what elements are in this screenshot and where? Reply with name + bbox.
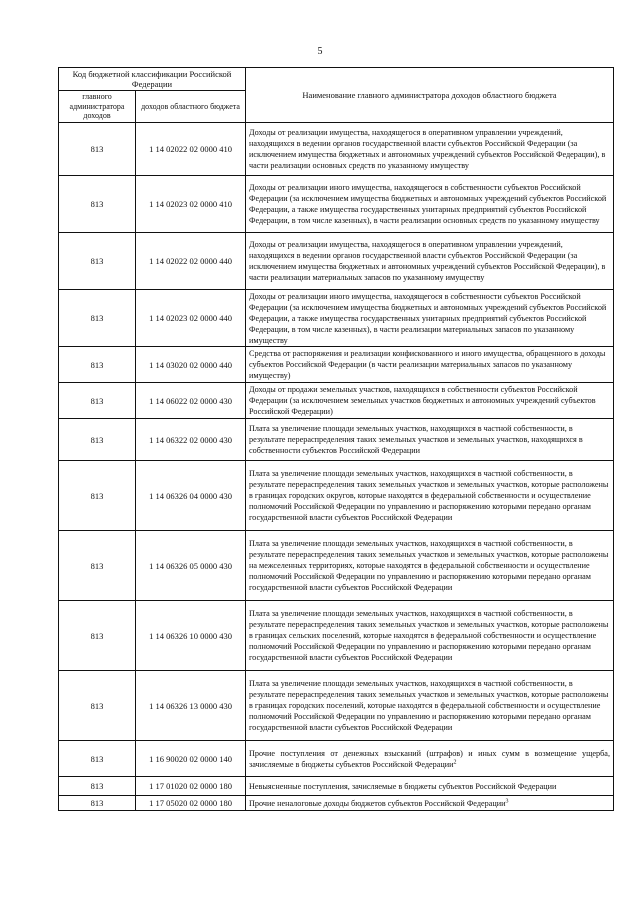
income-name-cell	[246, 671, 614, 741]
admin-code-cell: 813	[59, 123, 136, 176]
income-name-cell	[246, 233, 614, 290]
income-column-header: доходов областного бюджета	[136, 91, 246, 123]
income-code-cell: 1 17 05020 02 0000 180	[136, 796, 246, 811]
income-name-cell	[246, 796, 614, 811]
income-name-cell	[246, 531, 614, 601]
income-name-text: Плата за увеличение площади земельных участков, находящихся в частной собственности, в результате перераспределения таких земельных участков и земельных участков, которые расположены на межселенных территориях, которые находятся в федеральной собственности и осуществление полномочий Российской Федерации по управлению и распоряжению которыми передано органам государственной власти субъектов Российской Федерации	[249, 539, 609, 592]
table-row	[59, 290, 614, 347]
income-code-cell: 1 14 06326 05 0000 430	[136, 531, 246, 601]
income-code-cell: 1 14 02022 02 0000 440	[136, 233, 246, 290]
income-name-text: Доходы от реализации имущества, находящегося в оперативном управлении учреждений, находящихся в ведении органов государственной власти субъектов Российской Федерации (за исключением имущества бюджетных и автономных учреждений субъектов Российской Федерации), в части реализации материальных запасов по указанному имуществу	[249, 240, 606, 282]
income-code-cell: 1 14 06322 02 0000 430	[136, 419, 246, 461]
admin-code-cell: 813	[59, 233, 136, 290]
admin-code-cell: 813	[59, 531, 136, 601]
income-code-cell: 1 14 02023 02 0000 410	[136, 176, 246, 233]
income-name-cell	[246, 777, 614, 796]
code-group-header: Код бюджетной классификации Российской Федерации	[59, 68, 246, 91]
income-name-cell	[246, 176, 614, 233]
admin-code-cell: 813	[59, 419, 136, 461]
table-row	[59, 741, 614, 777]
income-code-cell: 1 14 06326 04 0000 430	[136, 461, 246, 531]
table-row	[59, 176, 614, 233]
table-row	[59, 531, 614, 601]
admin-code-cell: 813	[59, 290, 136, 347]
income-code-cell: 1 17 01020 02 0000 180	[136, 777, 246, 796]
income-name-cell	[246, 383, 614, 419]
income-name-cell	[246, 347, 614, 383]
income-code-cell: 1 14 02023 02 0000 440	[136, 290, 246, 347]
table-row	[59, 461, 614, 531]
table-row	[59, 601, 614, 671]
footnote-marker: 3	[505, 797, 509, 804]
income-name-text: Плата за увеличение площади земельных участков, находящихся в частной собственности, в результате перераспределения таких земельных участков и земельных участков, которые расположены в границах сельских поселений, которые находятся в федеральной собственности и осуществление полномочий Российской Федерации по управлению и распоряжению которыми передано органам государственной власти субъектов Российской Федерации	[249, 609, 609, 662]
income-name-text: Доходы от реализации имущества, находящегося в оперативном управлении учреждений, находящихся в ведении органов государственной власти субъектов Российской Федерации (за исключением имущества бюджетных и автономных учреждений субъектов Российской Федерации), в части реализации основных средств по указанному имуществу	[249, 128, 606, 170]
admin-code-cell: 813	[59, 671, 136, 741]
table-row	[59, 383, 614, 419]
income-name-cell	[246, 601, 614, 671]
admin-code-cell: 813	[59, 777, 136, 796]
income-name-text: Плата за увеличение площади земельных участков, находящихся в частной собственности, в результате перераспределения таких земельных участков и земельных участков, находящихся в собственности субъектов Российской Федерации	[249, 424, 583, 455]
admin-code-cell: 813	[59, 741, 136, 777]
income-name-text: Прочие неналоговые доходы бюджетов субъектов Российской Федерации	[249, 798, 506, 808]
income-name-text: Плата за увеличение площади земельных участков, находящихся в частной собственности, в результате перераспределения таких земельных участков и земельных участков, которые расположены в границах городских округов, которые находятся в федеральной собственности и осуществление полномочий Российской Федерации по управлению и распоряжению которыми передано органам государственной власти субъектов Российской Федерации	[249, 469, 609, 522]
income-name-cell	[246, 461, 614, 531]
income-name-text: Доходы от реализации иного имущества, находящегося в собственности субъектов Российской Федерации (за исключением имущества бюджетных и автономных учреждений субъектов Российской Федерации, а также имущества государственных унитарных предприятий субъектов Российской Федерации, в том числе казенных), в части реализации материальных запасов по указанному имуществу	[249, 291, 607, 345]
income-code-cell: 1 14 06326 10 0000 430	[136, 601, 246, 671]
table-row	[59, 419, 614, 461]
admin-code-cell: 813	[59, 176, 136, 233]
income-name-cell	[246, 741, 614, 777]
admin-code-cell: 813	[59, 461, 136, 531]
income-name-text: Плата за увеличение площади земельных участков, находящихся в частной собственности, в результате перераспределения таких земельных участков и земельных участков, которые расположены в границах городских поселений, которые находятся в федеральной собственности и осуществление полномочий Российской Федерации по управлению и распоряжению которыми передано органам государственной власти субъектов Российской Федерации	[249, 679, 609, 732]
admin-code-cell: 813	[59, 383, 136, 419]
budget-table	[58, 67, 614, 811]
admin-column-header: главного администратора доходов	[59, 91, 136, 123]
income-name-text: Доходы от реализации иного имущества, находящегося в собственности субъектов Российской Федерации (за исключением имущества бюджетных и автономных учреждений субъектов Российской Федерации, а также имущества государственных унитарных предприятий субъектов Российской Федерации, в том числе казенных), в части реализации основных средств по указанному имуществу	[249, 183, 607, 225]
income-name-text: Средства от распоряжения и реализации конфискованного и иного имущества, обращенного в доходы субъектов Российской Федерации (в части реализации материальных запасов по указанному имуществу)	[249, 349, 606, 380]
table-row	[59, 796, 614, 811]
income-name-text: Невыясненные поступления, зачисляемые в бюджеты субъектов Российской Федерации	[249, 781, 557, 791]
name-column-header: Наименование главного администратора доходов областного бюджета	[246, 68, 614, 123]
table-row	[59, 347, 614, 383]
income-name-cell	[246, 419, 614, 461]
income-name-cell	[246, 123, 614, 176]
table-row	[59, 671, 614, 741]
income-code-cell: 1 14 02022 02 0000 410	[136, 123, 246, 176]
footnote-marker: 2	[453, 758, 457, 765]
income-name-cell	[246, 290, 614, 347]
income-code-cell: 1 14 06326 13 0000 430	[136, 671, 246, 741]
admin-code-cell: 813	[59, 347, 136, 383]
table-row	[59, 233, 614, 290]
income-code-cell: 1 14 03020 02 0000 440	[136, 347, 246, 383]
table-row	[59, 777, 614, 796]
table-body	[59, 123, 614, 811]
income-code-cell: 1 14 06022 02 0000 430	[136, 383, 246, 419]
table-row	[59, 123, 614, 176]
admin-code-cell: 813	[59, 796, 136, 811]
income-name-text: Доходы от продажи земельных участков, находящихся в собственности субъектов Российской Федерации (за исключением земельных участков бюджетных и автономных учреждений субъектов Российской Федерации)	[249, 385, 596, 416]
admin-code-cell: 813	[59, 601, 136, 671]
income-code-cell: 1 16 90020 02 0000 140	[136, 741, 246, 777]
income-name-text: Прочие поступления от денежных взысканий (штрафов) и иных сумм в возмещение ущерба, зачисляемые в бюджеты субъектов Российской Федерации	[249, 748, 610, 769]
page-number: 5	[317, 46, 323, 57]
